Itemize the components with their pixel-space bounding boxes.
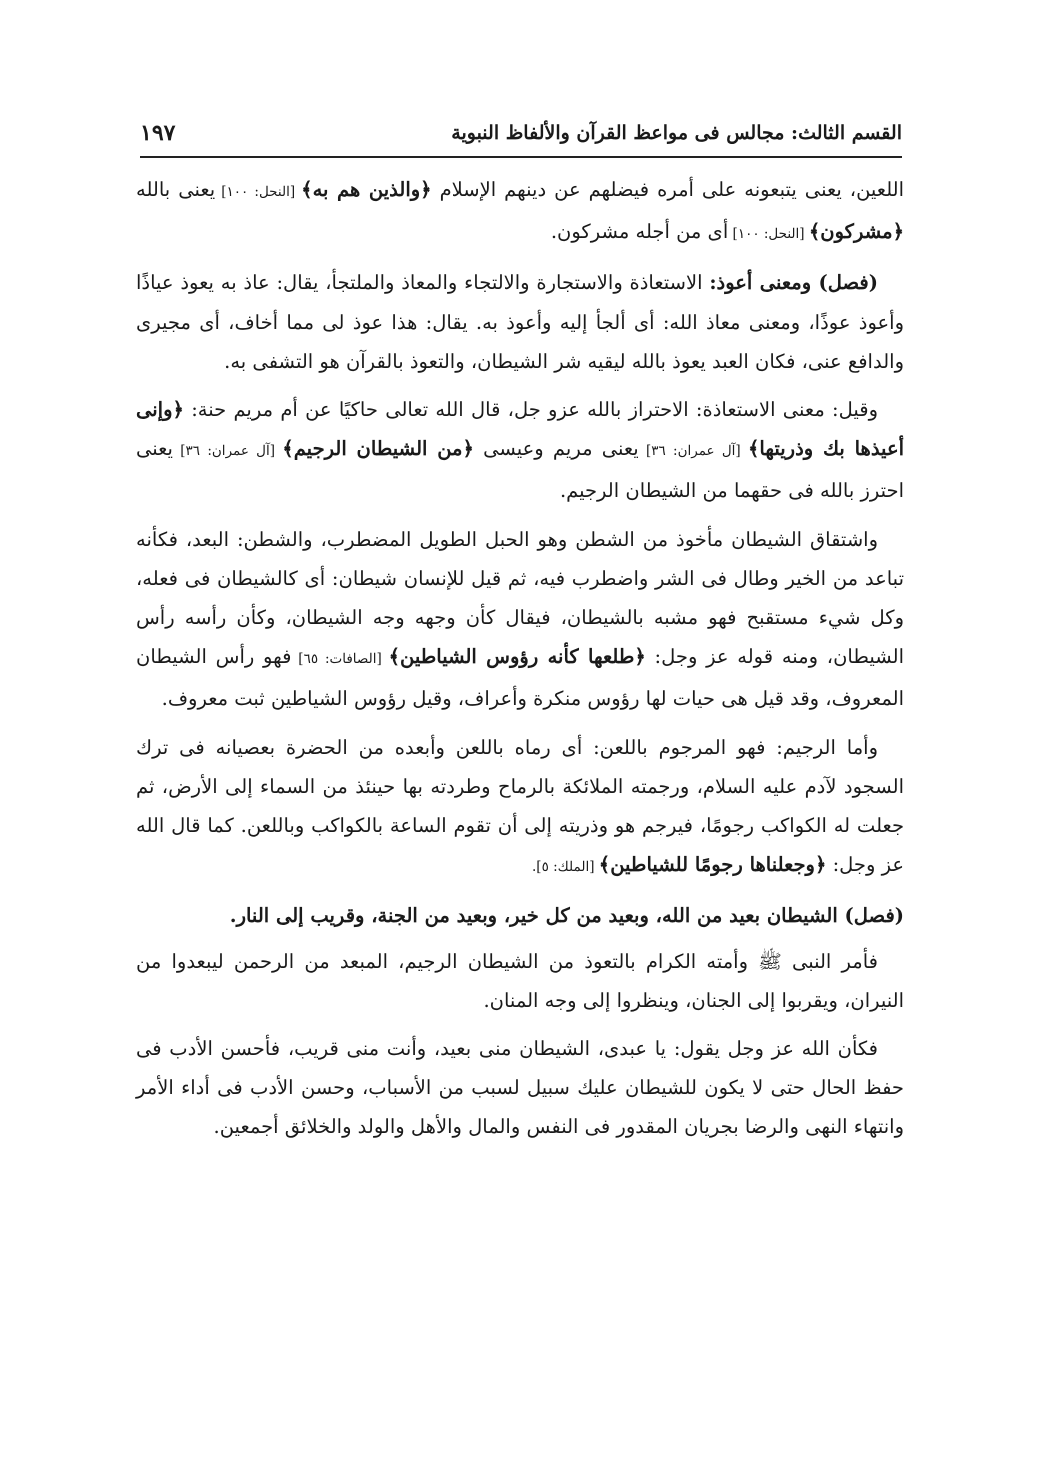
quran-quote: ﴿وإنى أعيذها بك وذريتها﴾ — [136, 398, 904, 461]
verse-reference: [النحل: ١٠٠] — [728, 226, 809, 243]
quran-quote: ﴿طلعها كأنه رؤوس الشياطين﴾ — [388, 645, 646, 669]
text: فكأن الله عز وجل يقول: يا عبدى، الشيطان منى بعيد، وأنت منى قريب، فأحسن الأدب فى حفظ الحال حتى لا يكون للشيطان عليك سبيل لسبب من الأسباب، وحسن الأدب فى أداء الأمر وانتهاء النهى والرضا بجريان المقدور فى النفس والمال والأهل والولد والخلائق أجمعين. — [136, 1037, 904, 1139]
header-title-text: : مجالس فى مواعظ القرآن والألفاظ النبوية — [451, 122, 799, 144]
quran-quote: ﴿من الشيطان الرجيم﴾ — [282, 437, 474, 461]
verse-reference: [الملك: ٥]. — [532, 859, 599, 876]
text: الاستعاذة والاستجارة والالتجاء والمعاذ والملتجأ، يقال: عاذ به يعوذ عياذًا وأعوذ عوذًا، ومعنى معاذ الله: أى ألجأ إليه وأعوذ به. يقال: هذا عوذ لى مما أخاف، أى مجيرى والدافع عنى، فكان العبد يعوذ بالله ليقيه شر الشيطان، والتعوذ بالقرآن هو التشفى به. — [136, 271, 904, 373]
verse-reference: [آل عمران: ٣٦] — [638, 443, 748, 460]
paragraph-4 — [136, 520, 904, 719]
page-body — [136, 170, 904, 1156]
text: اللعين، يعنى يتبعونه على أمره فيضلهم عن دينهم الإسلام — [431, 178, 905, 201]
verse-reference: [الصافات: ٦٥] — [291, 651, 389, 668]
header-rule — [140, 156, 902, 158]
verse-reference: [النحل: ١٠٠] — [215, 184, 302, 200]
paragraph-5 — [136, 728, 904, 888]
section-heading: (فصل) ومعنى أعوذ: — [709, 271, 878, 295]
paragraph-1 — [136, 170, 904, 254]
text: وأما الرجيم: فهو المرجوم باللعن: أى رماه باللعن وأبعده من الحضرة بعصيانه فى ترك السجود لآدم عليه السلام، ورجمته الملائكة بالرماح وطردته بها حينئذ من السماء إلى الأرض، ثم جعلت له الكواكب رجومًا، فيرجم هو وذريته إلى أن تقوم الساعة بالكواكب وباللعن. كما قال الله عز وجل: — [136, 735, 904, 877]
text: فهو رأس الشيطان المعروف، وقد قيل هى حيات لها رؤوس منكرة وأعراف، وقيل رؤوس الشياطين ثبت معروف. — [136, 645, 904, 711]
running-header — [140, 118, 902, 158]
paragraph-7 — [136, 942, 904, 1020]
page-number: ١٩٧ — [140, 120, 176, 146]
paragraph-8 — [136, 1029, 904, 1147]
text: يعنى مريم وعيسى — [473, 437, 639, 461]
paragraph-3 — [136, 390, 904, 511]
quran-quote: ﴿والذين هم به﴾ — [301, 178, 432, 201]
text: واشتقاق الشيطان مأخوذ من الشطن وهو الحبل الطويل المضطرب، والشطن: البعد، فكأنه تباعد من الخير وطال فى الشر واضطرب فيه، ثم قيل للإنسان شيطان: أى كالشيطان فى فعله، وكل شيء مستقبح فهو مشبه بالشيطان، فيقال كأن وجهه وجه الشيطان، وكأن رأسه رأس الشيطان، ومنه قوله عز وجل: — [136, 527, 904, 669]
paragraph-2 — [136, 263, 904, 381]
quran-quote: ﴿مشركون﴾ — [808, 220, 904, 244]
quran-quote: ﴿وجعلناها رجومًا للشياطين﴾ — [598, 853, 827, 877]
text: أى من أجله مشركون. — [550, 220, 729, 244]
text: يعنى احترز بالله فى حقهما من الشيطان الرجيم. — [136, 437, 904, 503]
text: فأمر النبى ﷺ وأمته الكرام بالتعوذ من الشيطان الرجيم، المبعد من الرحمن ليبعدوا من النيران، ويقربوا إلى الجنان، وينظروا إلى وجه المنان. — [136, 949, 904, 1012]
paragraph-6-heading: (فصل) الشيطان بعيد من الله، وبعيد من كل خير، وبعيد من الجنة، وقريب إلى النار. — [229, 904, 904, 928]
text: يعنى بالله — [136, 178, 216, 201]
header-section: القسم الثالث — [798, 122, 902, 144]
verse-reference: [آل عمران: ٣٦] — [172, 443, 283, 460]
header-title — [451, 122, 902, 144]
text: وقيل: معنى الاستعاذة: الاحتراز بالله عزو جل، قال الله تعالى حاكيًا عن أم مريم حنة: — [183, 398, 878, 422]
